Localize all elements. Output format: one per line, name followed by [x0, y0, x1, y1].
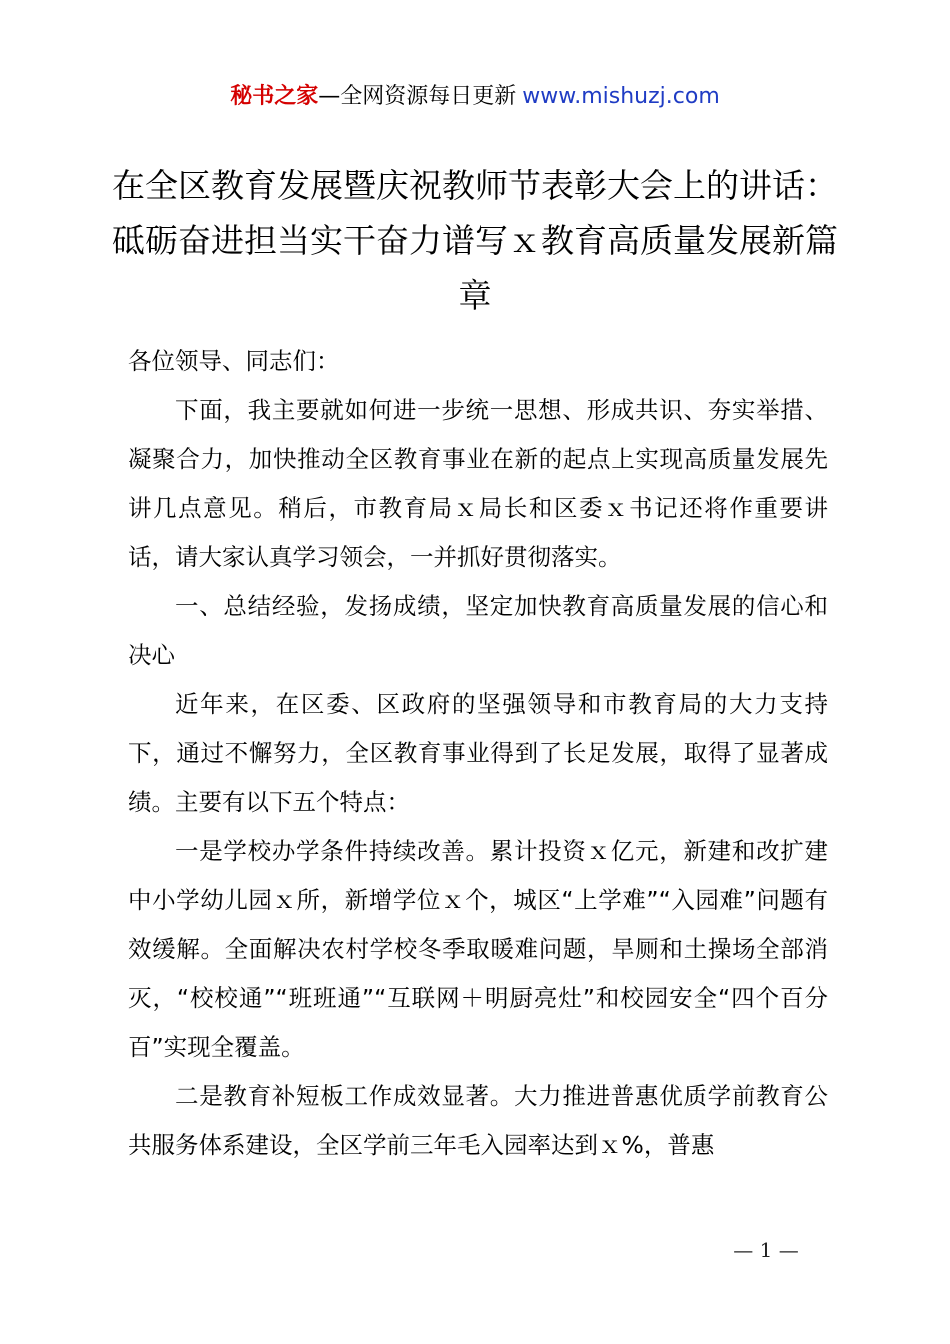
paragraph: 二是教育补短板工作成效显著。大力推进普惠优质学前教育公共服务体系建设，全区学前三年毛入园率达到ｘ%，普惠 — [128, 1082, 828, 1159]
brand-slogan: —全网资源每日更新 — [318, 84, 517, 109]
document-body — [128, 337, 828, 1170]
salutation: 各位领导、同志们： — [128, 347, 340, 375]
section-heading: 一、总结经验，发扬成绩，坚定加快教育高质量发展的信心和决心 — [128, 592, 828, 669]
paragraph: 近年来，在区委、区政府的坚强领导和市教育局的大力支持下，通过不懈努力，全区教育事业得到了长足发展，取得了显著成绩。主要有以下五个特点： — [128, 690, 828, 816]
document-title: 在全区教育发展暨庆祝教师节表彰大会上的讲话：砥砺奋进担当实干奋力谱写ｘ教育高质量发展新篇章 — [112, 166, 838, 315]
brand-name: 秘书之家 — [230, 84, 319, 109]
paragraph: 下面，我主要就如何进一步统一思想、形成共识、夯实举措、凝聚合力，加快推动全区教育事业在新的起点上实现高质量发展先讲几点意见。稍后，市教育局ｘ局长和区委ｘ书记还将作重要讲话，请大家认真学习领会，一并抓好贯彻落实。 — [128, 396, 828, 571]
page-number: — 1 — — [733, 1238, 799, 1262]
paragraph: 一是学校办学条件持续改善。累计投资ｘ亿元，新建和改扩建中小学幼儿园ｘ所，新增学位ｘ个，城区“上学难”“入园难”问题有效缓解。全面解决农村学校冬季取暖难问题，旱厕和土操场全部消灭，“校校通”“班班通”“互联网＋明厨亮灶”和校园安全“四个百分百”实现全覆盖。 — [128, 837, 828, 1061]
site-url-link[interactable]: www.mishuzj.com — [522, 84, 720, 109]
site-header — [0, 80, 950, 114]
